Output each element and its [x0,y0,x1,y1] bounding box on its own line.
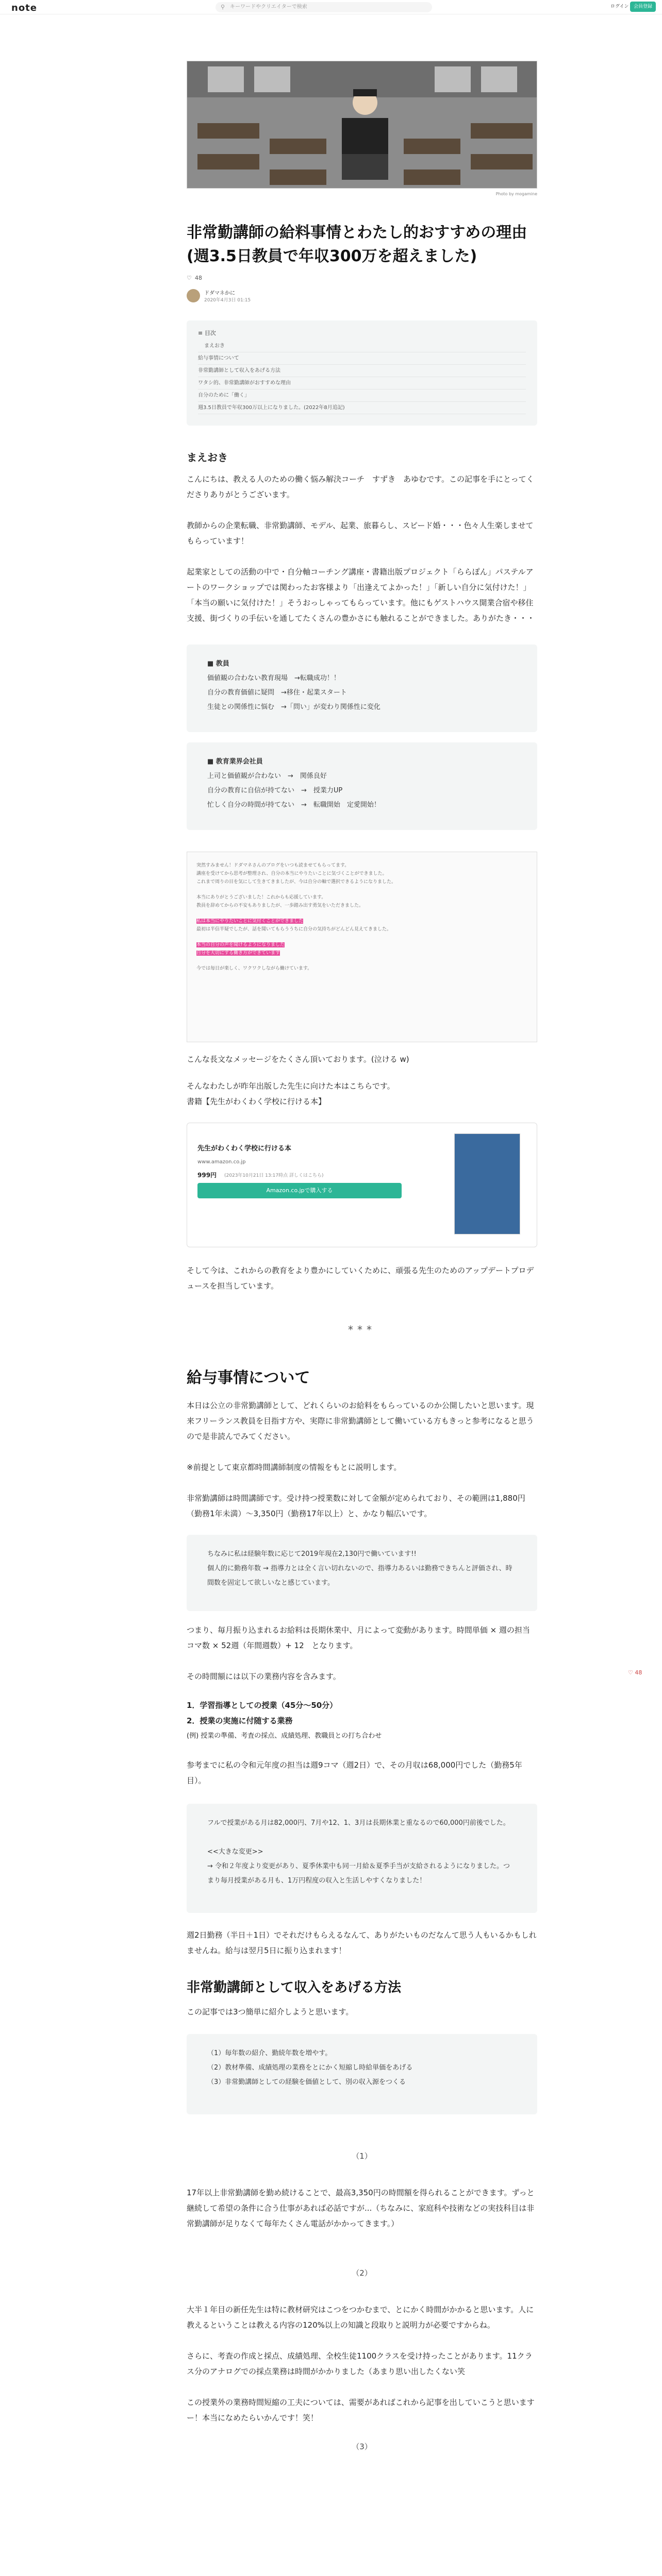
heart-icon[interactable]: ♡ [187,275,192,281]
card-title[interactable]: 先生がわくわく学校に行ける本 [197,1145,292,1153]
paragraph: 教師からの企業転職、非常勤講師、モデル、起業、旅暮らし、スピード婚・・・色々人生楽しませてもらっています！ [187,521,534,546]
search-placeholder: キーワードやクリエイターで検索 [230,4,307,10]
quote-box-teacher [187,645,537,732]
toc-item[interactable]: 自分のために「働く」 [198,389,526,402]
method-item: （3）非常勤講師としての経験を価値として、別の収入源をつくる [207,2078,406,2086]
quote-box-company [187,742,537,830]
card-site: www.amazon.co.jp [197,1159,246,1165]
hero-image [187,61,537,189]
message-screenshot [187,852,537,1042]
highlight-text: 自分を大切にする働き方ができています [196,951,280,956]
paragraph: この授業外の業務時間短縮の工夫については、需要があればこれから記事を出していこうと思いますー！本当になめたらいかんです！笑！ [187,2398,535,2422]
card-price: 999円 [197,1172,217,1179]
box-line: 自分の教育価値に疑問 →移住・起業スタート [207,689,347,697]
avatar[interactable] [187,289,200,302]
paragraph: そして今は、これからの教育をより豊かにしていくために、頑張る先生のためのアップデートプロデュースを担当しています。 [187,1266,534,1291]
paragraph: ※前提として東京都時間講師制度の情報をもとに説明します。 [187,1463,402,1472]
search-icon: ⚲ [221,4,225,10]
book-cover[interactable] [454,1133,520,1234]
paragraph: 参考までに私の令和元年度の担当は週9コマ（週2日）で、その月収は68,000円でした（勤務5年目）。 [187,1760,522,1785]
message-line: 今では毎日が楽しく、ワクワクしながら働けています。 [196,966,312,971]
subsection-number: （3） [352,2442,372,2451]
paragraph: 非常勤講師は時間講師です。受け持つ授業数に対して金額が定められており、その範囲は1,880円（勤務1年未満）〜3,350円（勤務17年以上）と、かなり幅広いです。 [187,1494,525,1518]
top-header [0,0,662,14]
paragraph: こんにちは、教える人のための働く悩み解決コーチ すずき あゆむです。この記事を手にとってくださりありがとうございます。 [187,474,534,499]
photo-credit: Photo by mogamine [495,192,537,196]
subsection-number: （2） [352,2268,372,2278]
paragraph: つまり、毎月振り込まれるお給料は長期休業中、月によって変動があります。時間単価 × 週の担当コマ数 × 52週（年間週数）+ 12 となります。 [187,1625,530,1650]
note-logo[interactable]: note [11,3,37,13]
amazon-link-card[interactable] [187,1123,537,1247]
author-name[interactable]: ドダマネかに [204,291,235,296]
paragraph: そんなわたしが昨年出版した先生に向けた本はこちらです。 [187,1081,395,1091]
classroom-illustration [187,61,537,189]
toc-item[interactable]: 週3.5日教員で年収300万以上になりました。(2022年8月追記) [198,402,526,414]
section-heading-raise: 非常勤講師として収入をあげる方法 [187,1980,402,1995]
box-title: ■ 教育業界会社員 [207,758,263,766]
search-input[interactable] [216,2,432,12]
buy-button[interactable]: Amazon.co.jpで購入する [197,1183,402,1198]
toc-item[interactable]: ワタシ的、非常勤講師がおすすめな理由 [198,377,526,389]
toc-heading[interactable]: ≡ 目次 [198,330,216,336]
signup-button[interactable]: 会員登録 [630,2,656,12]
message-line: 本当にありがとうございました！これからも応援しています。 [196,895,326,900]
box-title: ■ 教員 [207,660,229,668]
note-box: ちなみに私は経験年数に応じて2019年現在2,130円で働いています!! 個人的に勤務年数 → 指導力とは全く言い切れないので、指導力あるいは勤務できちんと評価され、時間数を固定して欲しいなと感じています。 [187,1535,537,1611]
message-line: 教員を辞めてからの不安もありましたが、一歩踏み出す勇気をいただきました。 [196,903,364,908]
list-item: 2．授業の実施に付随する業務 [187,1716,293,1725]
paragraph: こんな長文なメッセージをたくさん頂いております。(泣ける w) [187,1055,409,1064]
paragraph: 週2日勤務（半日＋1日）でそれだけもらえるなんて、ありがたいものだなんて思う人もいるかもしれませんね。給与は翌月5日に振り込まれます！ [187,1930,537,1955]
toc-item[interactable]: まえおき [198,340,526,352]
like-count: 48 [194,275,202,281]
method-item: （1）毎年数の紹介、勤続年数を増やす。 [207,2049,332,2057]
paragraph: 17年以上非常勤講師を勤め続けることで、最高3,350円の時間額を得られることができます。ずっと継続して希望の条件に合う仕事があれば必話ですが...（ちなみに、家庭科や技術などの実技科目は非常勤講師が足りなくて毎年たくさん電話がかかってきます。） [187,2188,535,2228]
like-count: 48 [635,1669,642,1676]
paragraph: 書籍【先生がわくわく学校に行ける本】 [187,1097,326,1106]
message-line: 講座を受けてから思考が整理され、自分の本当にやりたいことに気づくことができました。 [196,871,387,876]
subsection-number: （1） [352,2151,372,2161]
table-of-contents [187,320,537,426]
list-icon: ≡ [198,330,205,336]
list-note: (例) 授業の準備、考査の採点、成績処理、教職員との打ち合わせ [187,1732,382,1740]
paragraph: 大半１年目の新任先生は特に教材研究はこつをつかむまで、とにかく時間がかかると思います。人に教えるということは教える内容の120%以上の知識と段取りと説明力が必要ですからね。 [187,2305,534,2330]
box-line: 生徒との関係性に悩む →「問い」が変わり関係性に変化 [207,703,380,711]
box-line: 上司と価値観が合わない → 関係良好 [207,772,327,780]
highlight-text: 本当の自分の声を聞けるようになりました [196,942,285,947]
login-link[interactable]: ログイン [610,4,629,9]
paragraph: 本日は公立の非常勤講師として、どれくらいのお給料をもらっているのか公開したいと思います。現来フリーランス教員を目指す方や、実際に非常勤講師として働いている方もきっと参考になると思うので是非読んでみてください。 [187,1401,534,1441]
separator: *** [348,1324,376,1336]
heart-icon[interactable]: ♡ [628,1669,633,1676]
section-heading-salary: 給与事情について [187,1369,310,1387]
box-line: 価値観の合わない教育現場 →転職成功！！ [207,674,340,682]
article-body [187,61,537,2452]
toc-item[interactable]: 給与事情について [198,352,526,365]
author-block[interactable] [187,289,537,303]
list-item: 1．学習指導としての授業（45分〜50分） [187,1701,338,1710]
like-counter[interactable] [187,275,537,281]
publish-date: 2020年4月3日 01:15 [204,298,251,303]
message-line: これまで周りの目を気にして生きてきましたが、今は自分の軸で選択できるようになりました。 [196,879,396,885]
highlight-text: 私は本当にやりたいことに気付くことができました [196,919,304,924]
paragraph: その時間額には以下の業務内容を含みます。 [187,1672,341,1681]
message-line: 最初は半信半疑でしたが、話を聞いてもらううちに自分の気持ちがどんどん見えてきました。 [196,927,392,932]
card-meta: (2023年10月21日 13:17時点 詳しくはこちら) [224,1173,324,1178]
paragraph: さらに、考査の作成と採点、成績処理、全校生徒1100クラスを受け持ったことがあります。11クラス分のアナログでの採点業務は時間がかかりました（あまり思い出したくない笑 [187,2351,533,2376]
message-line: 突然すみません！ドダマネさんのブログをいつも読ませてもらってます。 [196,863,350,868]
article-title: 非常勤講師の給料事情とわたし的おすすめの理由(週3.5日教員で年収300万を超えました) [187,224,527,265]
toc-item[interactable]: 非常勤講師として収入をあげる方法 [198,365,526,377]
paragraph: 起業家としての活動の中で・自分軸コーチング講座・書籍出版プロジェクト「ららぽん」パステルアートのワークショップでは関わったお客様より「出逢えてよかった！」「新しい自分に気付けた！」「本当の願いに気付けた！」そうおっしゃってもらっています。他にもゲストハウス開業合宿や移住支援、街づくりの手伝いを通してたくさんの豊かさにも触れることができました。ありがたき・・・ [187,567,535,623]
paragraph: この記事では3つ簡単に紹介しようと思います。 [187,2007,354,2016]
section-heading-intro: まえおき [187,451,228,464]
method-box [187,2034,537,2114]
floating-like-button[interactable] [628,1669,642,1676]
method-item: （2）教材準備、成績処理の業務をとにかく短縮し時給単価をあげる [207,2064,413,2072]
box-line: 自分の教育に自信が持てない → 授業力UP [207,787,343,794]
box-line: 忙しく自分の時間が持てない → 転職開始 定愛開始！ [207,801,380,809]
note-box: フルで授業がある月は82,000円、7月や12、1、3月は長期休業と重なるので60,000円前後でした。 <<大きな変更>> → 令和２年度より変更があり、夏季休業中も同一月給＆夏季手当が支給されるようになりました。つまり毎月授業がある月も、1万円程度の収入と生活しやすくなりました！ [187,1804,537,1913]
